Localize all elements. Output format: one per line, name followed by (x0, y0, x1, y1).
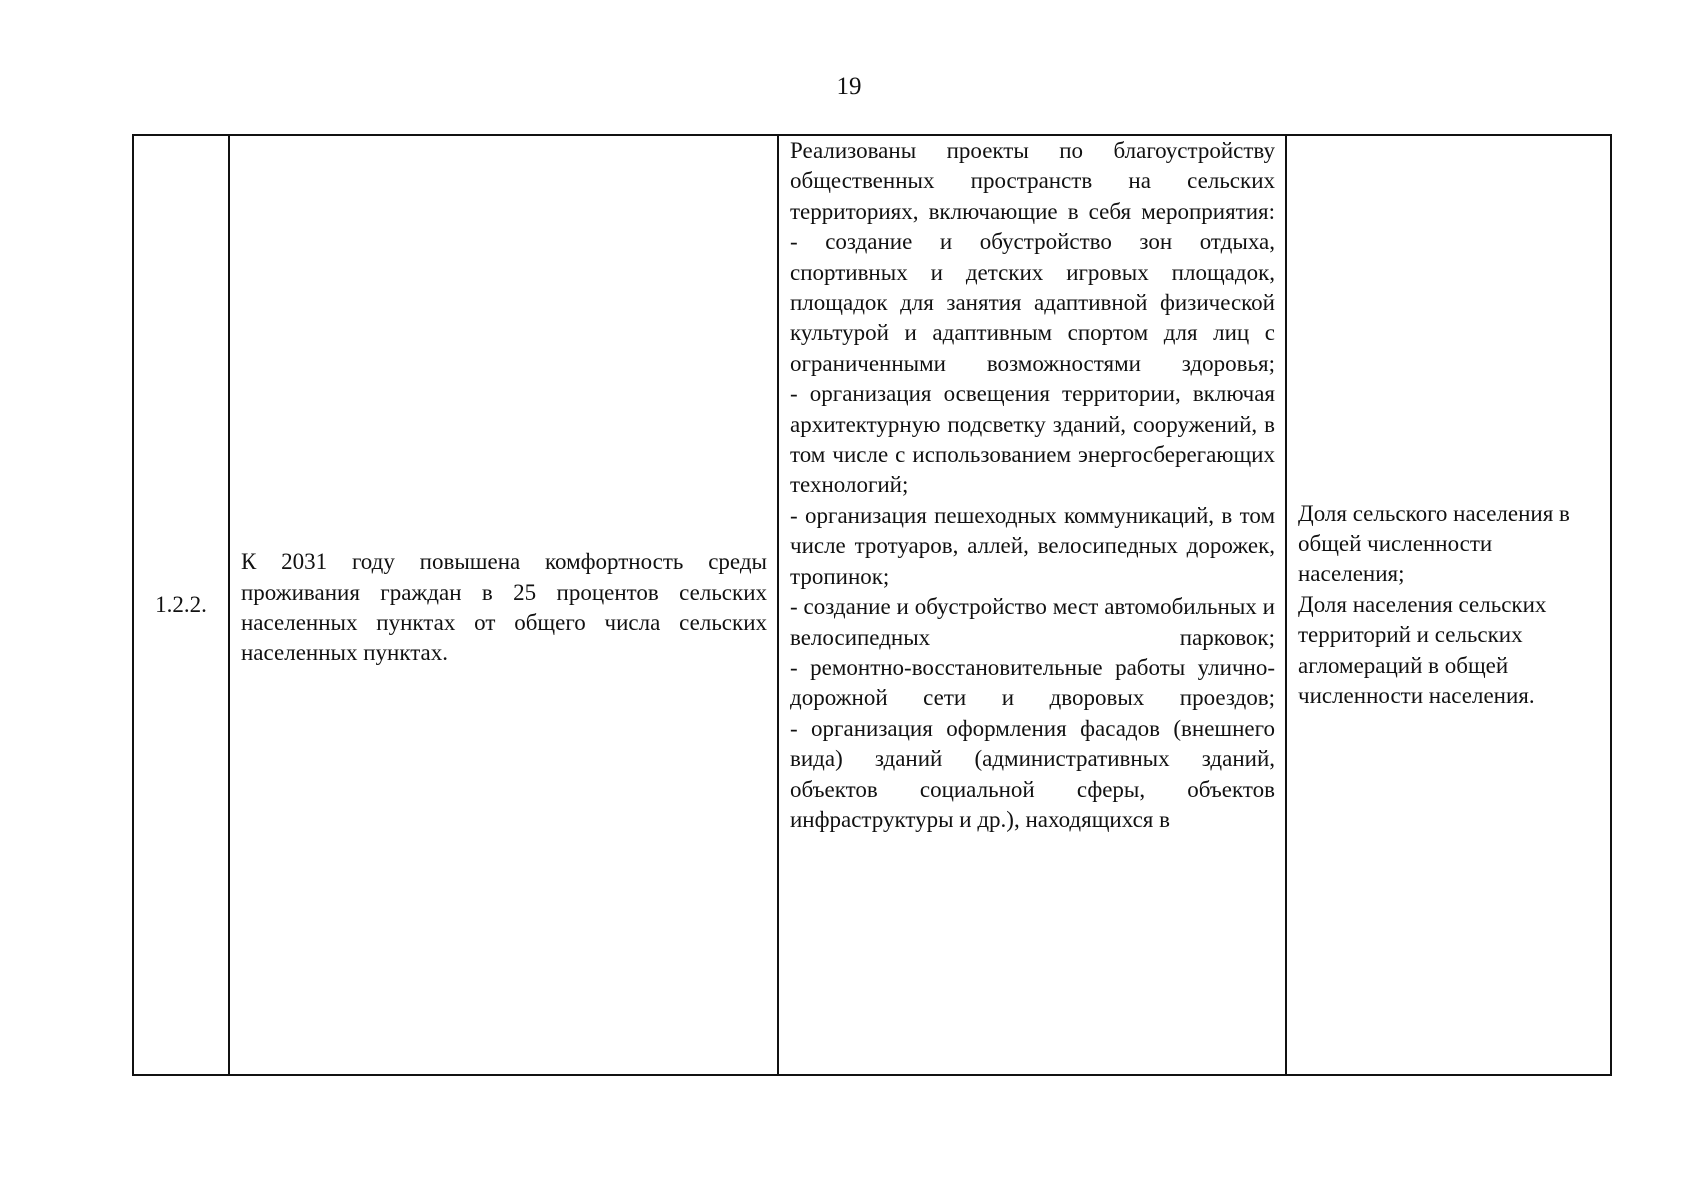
event-item: - организация оформления фасадов (внешнего вида) зданий (административных зданий, объектов социальной сферы, объектов инфраструктуры и др.), находящихся в (790, 715, 1275, 832)
events-intro: Реализованы проекты по благоустройству общественных пространств на сельских территориях, включающие в себя мероприятия: (790, 138, 1275, 224)
goal-cell (229, 135, 778, 1075)
event-item: - организация пешеходных коммуникаций, в том числе тротуаров, аллей, велосипедных дорожек, тропинок; (790, 502, 1275, 589)
row-code: 1.2.2. (155, 591, 207, 617)
row-code-cell (133, 135, 229, 1075)
events-cell (778, 135, 1286, 1075)
goal-text: К 2031 году повышена комфортность среды проживания граждан в 25 процентов сельских населенных пунктах от общего числа сельских населенных пунктах. (241, 549, 767, 666)
event-item: - организация освещения территории, включая архитектурную подсветку зданий, сооружений, в том числе с использованием энергосберегающих технологий; (790, 381, 1275, 498)
table-row (133, 135, 1611, 1075)
event-item: - создание и обустройство зон отдыха, спортивных и детских игровых площадок, площадок для занятия адаптивной физической культурой и адаптивным спортом для лиц с ограниченными возможностями здоровья; (790, 229, 1275, 376)
event-item: - ремонтно-восстановительные работы улично-дорожной сети и дворовых проездов; (790, 654, 1275, 711)
events-list (790, 136, 1275, 835)
page-number: 19 (836, 73, 862, 100)
indicator-item: Доля населения сельских территорий и сельских агломераций в общей численности населения. (1298, 591, 1547, 709)
indicators-list (1298, 499, 1600, 712)
goals-table (132, 134, 1612, 1076)
indicator-item: Доля сельского населения в общей численности населения; (1298, 500, 1570, 587)
event-item: - создание и обустройство мест автомобильных и велосипедных парковок; (790, 594, 1275, 650)
indicators-cell (1286, 135, 1611, 1075)
